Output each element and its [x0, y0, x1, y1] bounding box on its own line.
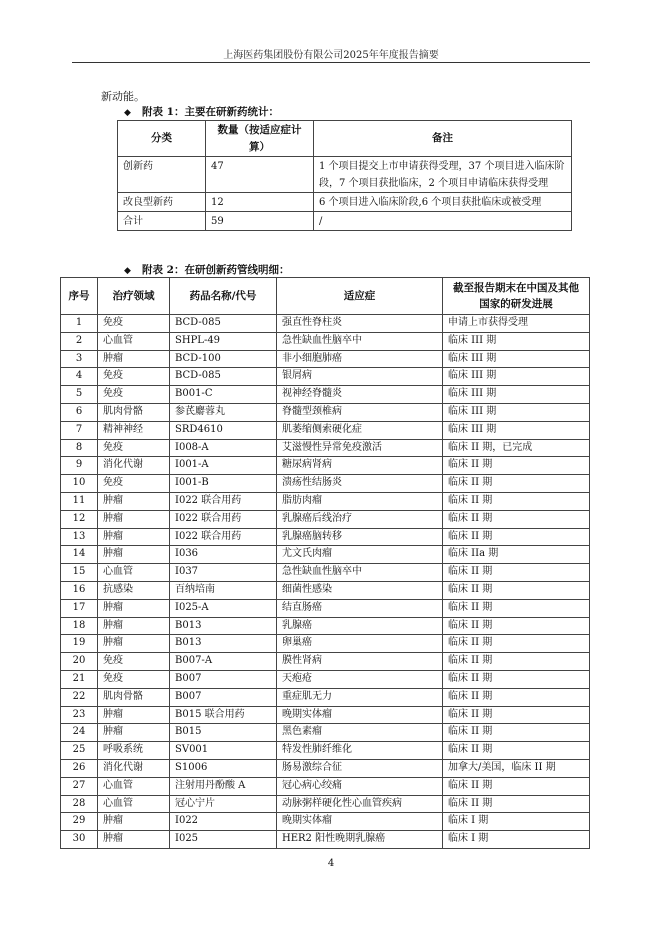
table-cell: 免疫: [98, 386, 170, 404]
table-row: [61, 777, 590, 795]
table-cell: 20: [61, 653, 98, 671]
table-cell: 19: [61, 635, 98, 653]
table-cell: SV001: [170, 742, 277, 760]
table-cell: 肠易激综合征: [277, 759, 443, 777]
column-header: 治疗领域: [98, 278, 170, 315]
table-cell: B001-C: [170, 386, 277, 404]
table-cell: 艾滋慢性异常免疫激活: [277, 439, 443, 457]
table-cell: I008-A: [170, 439, 277, 457]
table-cell: 脂肪肉瘤: [277, 492, 443, 510]
table2-heading: [124, 262, 289, 277]
table-cell: BCD-085: [170, 368, 277, 386]
rd-summary-table: [117, 120, 572, 231]
table-cell: 6: [61, 403, 98, 421]
table-cell: I022 联合用药: [170, 528, 277, 546]
table-row: [61, 670, 590, 688]
table-cell: 2: [61, 332, 98, 350]
table-cell: 47: [206, 157, 314, 193]
table-row: [61, 492, 590, 510]
table-row: [61, 742, 590, 760]
table-cell: I001-B: [170, 475, 277, 493]
table-cell: 临床 II 期: [443, 742, 590, 760]
table-cell: 12: [206, 193, 314, 212]
table-cell: 23: [61, 706, 98, 724]
table-row: [61, 653, 590, 671]
table-cell: 临床 II 期: [443, 653, 590, 671]
table-row: [61, 759, 590, 777]
page-header: 上海医药集团股份有限公司2025年年度报告摘要: [223, 50, 439, 61]
table-cell: 22: [61, 688, 98, 706]
table-row: [61, 831, 590, 849]
table-row: [118, 212, 572, 231]
table-cell: 肌萎缩侧索硬化症: [277, 421, 443, 439]
table-cell: 合计: [118, 212, 206, 231]
table-cell: 急性缺血性脑卒中: [277, 564, 443, 582]
table-cell: 视神经脊髓炎: [277, 386, 443, 404]
table-cell: 创新药: [118, 157, 206, 193]
table-cell: 临床 II 期: [443, 475, 590, 493]
table-cell: 59: [206, 212, 314, 231]
table-row: [61, 457, 590, 475]
table-cell: 临床 II 期: [443, 599, 590, 617]
table-cell: 25: [61, 742, 98, 760]
table-cell: 18: [61, 617, 98, 635]
table-cell: 乳腺癌脑转移: [277, 528, 443, 546]
column-header: 截至报告期末在中国及其他国家的研发进展: [443, 278, 590, 315]
table-cell: I036: [170, 546, 277, 564]
table-cell: B013: [170, 635, 277, 653]
table-cell: SHPL-49: [170, 332, 277, 350]
table-cell: 精神神经: [98, 421, 170, 439]
header-divider: [72, 62, 590, 63]
table-cell: 晚期实体瘤: [277, 706, 443, 724]
table-cell: 尤文氏肉瘤: [277, 546, 443, 564]
table-cell: 临床 II 期: [443, 635, 590, 653]
table-cell: 17: [61, 599, 98, 617]
table-cell: 11: [61, 492, 98, 510]
table-cell: B013: [170, 617, 277, 635]
table-cell: 免疫: [98, 315, 170, 333]
table-cell: 抗感染: [98, 581, 170, 599]
table-cell: 临床 II 期: [443, 581, 590, 599]
table-cell: 临床 II 期: [443, 688, 590, 706]
table-cell: 溃疡性结肠炎: [277, 475, 443, 493]
column-header: 分类: [118, 121, 206, 157]
table-cell: 1: [61, 315, 98, 333]
table-cell: 24: [61, 724, 98, 742]
table-cell: HER2 阳性晚期乳腺癌: [277, 831, 443, 849]
table-row: [61, 528, 590, 546]
table-cell: 12: [61, 510, 98, 528]
table2-title: 附表 2：在研创新药管线明细：: [142, 264, 290, 276]
table-cell: B015: [170, 724, 277, 742]
table-cell: 强直性脊柱炎: [277, 315, 443, 333]
table-row: [61, 599, 590, 617]
table-cell: B007-A: [170, 653, 277, 671]
table1-heading: [124, 104, 279, 119]
table-cell: 临床 II 期: [443, 510, 590, 528]
table-cell: BCD-085: [170, 315, 277, 333]
table-cell: /: [314, 212, 572, 231]
table-cell: 心血管: [98, 564, 170, 582]
table-cell: 临床 III 期: [443, 332, 590, 350]
table-cell: 细菌性感染: [277, 581, 443, 599]
table-cell: 临床 II 期: [443, 457, 590, 475]
table-cell: 消化代谢: [98, 759, 170, 777]
table-cell: I022 联合用药: [170, 510, 277, 528]
table-row: [61, 475, 590, 493]
table-cell: 膜性肾病: [277, 653, 443, 671]
table-cell: 晚期实体瘤: [277, 813, 443, 831]
table-cell: 乳腺癌: [277, 617, 443, 635]
table-row: [118, 157, 572, 193]
table-cell: 肿瘤: [98, 546, 170, 564]
table-cell: 临床 II 期: [443, 617, 590, 635]
table-cell: 肿瘤: [98, 599, 170, 617]
pipeline-detail-table: [60, 277, 590, 849]
table-cell: 银屑病: [277, 368, 443, 386]
table-cell: 临床 III 期: [443, 350, 590, 368]
table-cell: 4: [61, 368, 98, 386]
table-cell: 临床 II 期: [443, 706, 590, 724]
table-cell: 临床 II 期: [443, 564, 590, 582]
table-cell: 27: [61, 777, 98, 795]
bullet-icon: ◆: [124, 266, 131, 276]
table-cell: 心血管: [98, 332, 170, 350]
table-cell: I037: [170, 564, 277, 582]
table-row: [61, 795, 590, 813]
table-row: [61, 635, 590, 653]
table-row: [61, 403, 590, 421]
table-cell: 临床 II 期: [443, 795, 590, 813]
table-cell: 脊髓型颈椎病: [277, 403, 443, 421]
table-cell: 免疫: [98, 439, 170, 457]
table-cell: 心血管: [98, 795, 170, 813]
table-row: [61, 546, 590, 564]
column-header: 备注: [314, 121, 572, 157]
table-row: [61, 724, 590, 742]
table-cell: 呼吸系统: [98, 742, 170, 760]
column-header: 药品名称/代号: [170, 278, 277, 315]
table-cell: 肿瘤: [98, 635, 170, 653]
table-cell: 肌肉骨骼: [98, 403, 170, 421]
table-row: [61, 368, 590, 386]
table-row: [61, 421, 590, 439]
table-cell: 冠心病心绞痛: [277, 777, 443, 795]
table-row: [61, 439, 590, 457]
table-cell: 10: [61, 475, 98, 493]
table-cell: I001-A: [170, 457, 277, 475]
table-cell: 特发性肺纤维化: [277, 742, 443, 760]
table-cell: 肿瘤: [98, 492, 170, 510]
table-row: [61, 510, 590, 528]
table-row: [61, 315, 590, 333]
table-cell: 30: [61, 831, 98, 849]
table-cell: 参芪麝蓉丸: [170, 403, 277, 421]
table-cell: 临床 III 期: [443, 421, 590, 439]
table-row: [61, 332, 590, 350]
table-cell: 冠心宁片: [170, 795, 277, 813]
table-cell: 改良型新药: [118, 193, 206, 212]
table-row: [61, 564, 590, 582]
table-row: [118, 193, 572, 212]
column-header: 序号: [61, 278, 98, 315]
table-cell: 肿瘤: [98, 813, 170, 831]
table-cell: 26: [61, 759, 98, 777]
table-cell: 6 个项目进入临床阶段,6 个项目获批临床或被受理: [314, 193, 572, 212]
table-cell: 乳腺癌后线治疗: [277, 510, 443, 528]
table-cell: 免疫: [98, 368, 170, 386]
column-header: 数量（按适应症计算）: [206, 121, 314, 157]
table-cell: 13: [61, 528, 98, 546]
table-cell: B007: [170, 688, 277, 706]
table-cell: 临床 III 期: [443, 386, 590, 404]
table-cell: 消化代谢: [98, 457, 170, 475]
table-cell: 临床 II 期: [443, 777, 590, 795]
table-cell: 肿瘤: [98, 617, 170, 635]
table-cell: 1 个项目提交上市申请获得受理，37 个项目进入临床阶段，7 个项目获批临床，2 个项目申请临床获得受理: [314, 157, 572, 193]
table-cell: 14: [61, 546, 98, 564]
table-cell: 临床 II 期: [443, 670, 590, 688]
table-row: [61, 706, 590, 724]
table-cell: 临床 III 期: [443, 368, 590, 386]
table-cell: 临床 II 期: [443, 492, 590, 510]
table-row: [61, 617, 590, 635]
table-cell: 7: [61, 421, 98, 439]
table-cell: 3: [61, 350, 98, 368]
table-cell: 免疫: [98, 670, 170, 688]
table-cell: 动脉粥样硬化性心血管疾病: [277, 795, 443, 813]
table-cell: 天疱疮: [277, 670, 443, 688]
table-cell: 免疫: [98, 653, 170, 671]
table-cell: 肿瘤: [98, 510, 170, 528]
table-cell: 注射用丹酚酸 A: [170, 777, 277, 795]
table-cell: 16: [61, 581, 98, 599]
table-cell: B007: [170, 670, 277, 688]
table-cell: 肿瘤: [98, 831, 170, 849]
table-cell: I022 联合用药: [170, 492, 277, 510]
table-cell: 临床 I 期: [443, 831, 590, 849]
table-cell: 8: [61, 439, 98, 457]
table-cell: 临床 II 期: [443, 724, 590, 742]
table-row: [61, 581, 590, 599]
table-cell: SRD4610: [170, 421, 277, 439]
table-cell: 5: [61, 386, 98, 404]
table-row: [61, 350, 590, 368]
table-cell: 21: [61, 670, 98, 688]
intro-text: 新动能。: [101, 90, 145, 103]
table-cell: 免疫: [98, 475, 170, 493]
table-cell: 黑色素瘤: [277, 724, 443, 742]
table-cell: 急性缺血性脑卒中: [277, 332, 443, 350]
column-header: 适应症: [277, 278, 443, 315]
table-cell: 临床 II 期: [443, 528, 590, 546]
table-row: [61, 688, 590, 706]
table-cell: 糖尿病肾病: [277, 457, 443, 475]
table-cell: 卵巢癌: [277, 635, 443, 653]
table-cell: 肌肉骨骼: [98, 688, 170, 706]
table1-title: 附表 1：主要在研新药统计：: [142, 106, 279, 118]
table-cell: 心血管: [98, 777, 170, 795]
table-cell: 29: [61, 813, 98, 831]
table-cell: 肿瘤: [98, 528, 170, 546]
table-cell: BCD-100: [170, 350, 277, 368]
table-cell: 临床 III 期: [443, 403, 590, 421]
table-cell: 非小细胞肺癌: [277, 350, 443, 368]
table-cell: 肿瘤: [98, 350, 170, 368]
table-cell: I022: [170, 813, 277, 831]
table-cell: 百纳培南: [170, 581, 277, 599]
table-cell: I025: [170, 831, 277, 849]
table-cell: 9: [61, 457, 98, 475]
page-number: 4: [327, 858, 335, 869]
table-cell: 15: [61, 564, 98, 582]
table-cell: S1006: [170, 759, 277, 777]
table-cell: B015 联合用药: [170, 706, 277, 724]
bullet-icon: ◆: [124, 108, 131, 118]
table-cell: 结直肠癌: [277, 599, 443, 617]
table-cell: 肿瘤: [98, 706, 170, 724]
table-row: [61, 813, 590, 831]
table-cell: 加拿大/美国，临床 II 期: [443, 759, 590, 777]
table-cell: 申请上市获得受理: [443, 315, 590, 333]
table-cell: 肿瘤: [98, 724, 170, 742]
table-row: [61, 386, 590, 404]
table-cell: 重症肌无力: [277, 688, 443, 706]
table-cell: 临床 IIa 期: [443, 546, 590, 564]
table-cell: 临床 I 期: [443, 813, 590, 831]
table-cell: 临床 II 期，已完成: [443, 439, 590, 457]
table-cell: 28: [61, 795, 98, 813]
table-cell: I025-A: [170, 599, 277, 617]
